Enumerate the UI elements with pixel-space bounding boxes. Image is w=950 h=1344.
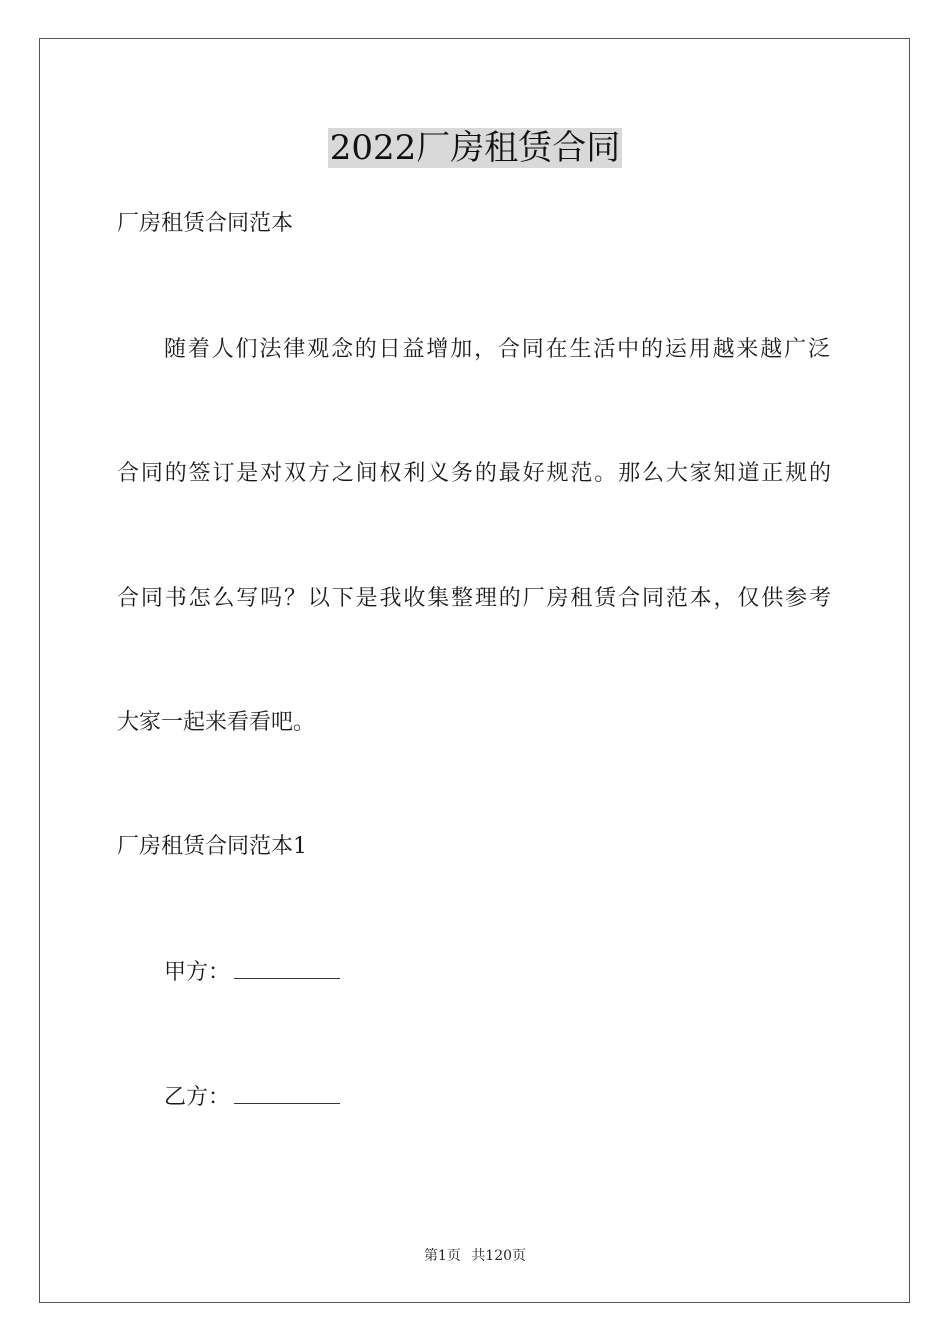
party-a-label: 甲方： xyxy=(164,960,231,985)
intro-line-4: 大家一起来看看吧。 xyxy=(117,710,316,735)
party-a-blank xyxy=(234,958,340,979)
intro-line-2: 合同的签订是对双方之间权利义务的最好规范。那么大家知道正规的 xyxy=(117,461,831,486)
page-number-current: 第1页 xyxy=(423,1248,461,1264)
intro-line-1: 随着人们法律观念的日益增加，合同在生活中的运用越来越广泛 xyxy=(164,337,830,362)
section-heading: 厂房租赁合同范本1 xyxy=(117,834,307,859)
title-container xyxy=(0,128,950,168)
party-b-row xyxy=(164,1083,340,1112)
page-number-total: 共120页 xyxy=(471,1248,527,1264)
intro-line-3: 合同书怎么写吗？以下是我收集整理的厂房租赁合同范本，仅供参考 xyxy=(117,586,831,611)
document-title: 2022厂房租赁合同 xyxy=(329,128,621,168)
page-footer xyxy=(0,1246,950,1266)
party-b-label: 乙方： xyxy=(164,1085,231,1110)
party-b-blank xyxy=(234,1083,340,1104)
party-a-row xyxy=(164,958,340,987)
document-subtitle: 厂房租赁合同范本 xyxy=(117,211,294,236)
